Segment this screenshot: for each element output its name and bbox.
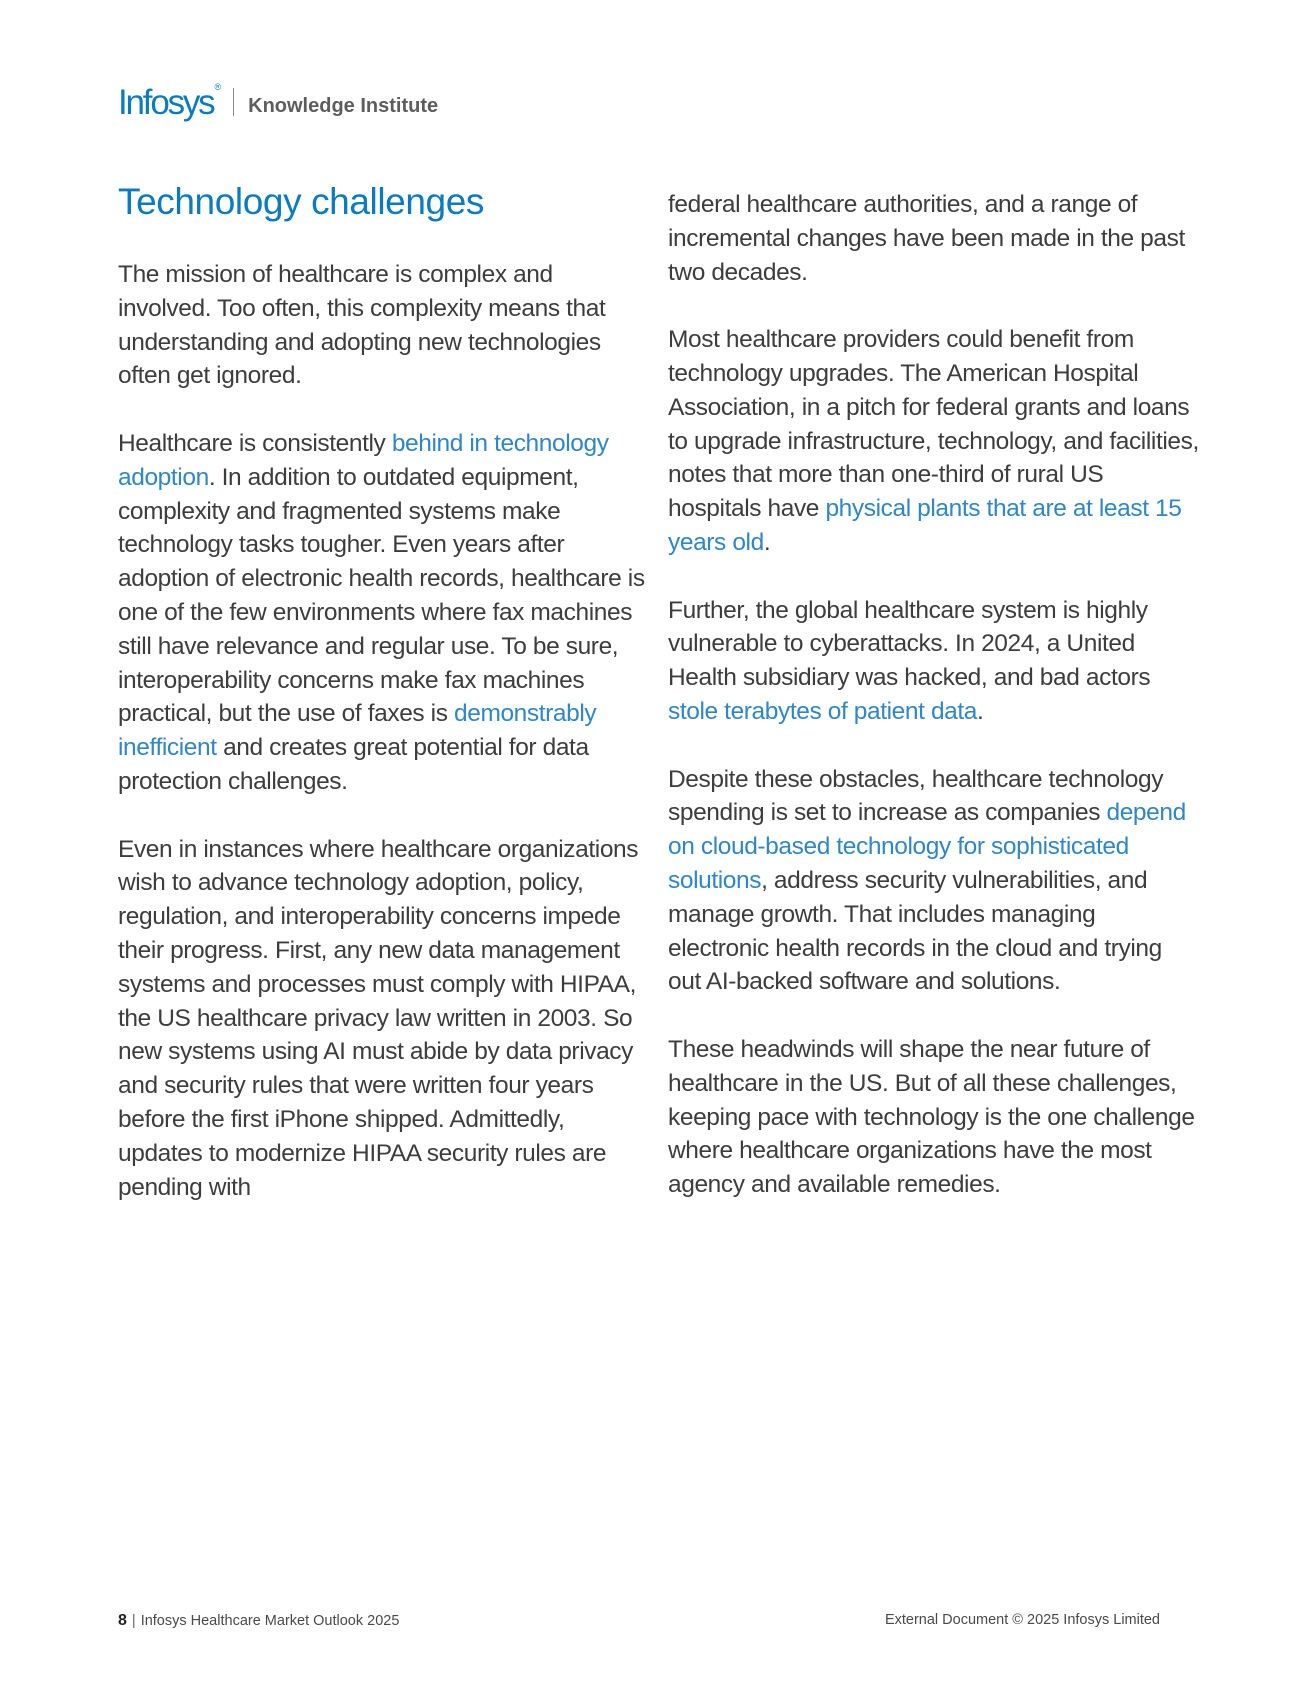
paragraph-text: . — [977, 697, 984, 725]
paragraph — [668, 323, 1200, 560]
paragraph-text: Healthcare is consistently — [118, 429, 392, 457]
paragraph — [668, 763, 1200, 1000]
footer-left — [118, 1612, 399, 1630]
footer-copyright: External Document © 2025 Infosys Limited — [884, 1612, 1160, 1628]
header-title: Knowledge Institute — [248, 95, 439, 117]
section-heading: Technology challenges — [118, 181, 484, 222]
link-behind-in-technology-adoption[interactable]: behind in technology adoption — [118, 429, 609, 491]
paragraph-text: Further, the global healthcare system is highly vulnerable to cyberattacks. In 2024, a United Health subsidiary was hacked, and bad actors — [668, 596, 1151, 692]
paragraph-text: . — [763, 528, 771, 556]
logo-registered-mark: ® — [214, 81, 222, 92]
paragraph-text: Most healthcare providers could benefit from technology upgrades. The American Hospital Association, in a pitch for federal grants and loans to upgrade infrastructure, technology, and facilities, notes that more than one-third of rural US hospitals have — [668, 326, 1199, 523]
logo-text: Infosys — [118, 82, 214, 122]
link-demonstrably-inefficient[interactable]: demonstrably inefficient — [118, 700, 597, 762]
paragraph-text: . In addition to outdated equipment, complexity and fragmented systems make technology tasks tougher. Even years after adoption of electronic health records, healthcare is one of the few environments where fax machines still have relevance and regular use. To be sure, interoperability concerns make fax machines practical, but the use of faxes is — [118, 463, 645, 728]
paragraph-text: Despite these obstacles, healthcare technology spending is set to increase as companies — [668, 765, 1164, 827]
footer-separator: | — [131, 1613, 136, 1629]
paragraph — [668, 594, 1200, 729]
paragraph: The mission of healthcare is complex and involved. Too often, this complexity means that understanding and adopting new technologies often get ignored. — [118, 261, 606, 390]
link-cloud-based-technology[interactable]: depend on cloud-based technology for sophisticated solutions — [668, 799, 1186, 894]
left-column — [118, 180, 648, 1238]
infosys-logo — [118, 81, 222, 122]
paragraph: federal healthcare authorities, and a range of incremental changes have been made in the past two decades. — [668, 191, 1185, 286]
link-physical-plants[interactable]: physical plants that are at least 15 years old — [668, 495, 1182, 556]
paragraph: These headwinds will shape the near future of healthcare in the US. But of all these challenges, keeping pace with technology is the one challenge where healthcare organizations have the most agency and available remedies. — [668, 1035, 1195, 1199]
link-stole-terabytes[interactable]: stole terabytes of patient data — [668, 697, 978, 725]
paragraph-text: , address security vulnerabilities, and manage growth. That includes managing electronic health records in the cloud and trying out AI-backed software and solutions. — [668, 866, 1162, 996]
paragraph — [118, 427, 648, 799]
page-header — [118, 82, 438, 122]
paragraph-text: and creates great potential for data protection challenges. — [118, 734, 589, 795]
right-column — [668, 188, 1200, 1236]
page-number: 8 — [118, 1612, 127, 1629]
header-divider — [233, 88, 234, 116]
paragraph: Even in instances where healthcare organizations wish to advance technology adoption, policy, regulation, and interoperability concerns impede their progress. First, any new data management systems and processes must comply with HIPAA, the US healthcare privacy law written in 2003. So new systems using AI must abide by data privacy and security rules that were written four years before the first iPhone shipped. Admittedly, updates to modernize HIPAA security rules are pending with — [118, 835, 639, 1201]
publication-title: Infosys Healthcare Market Outlook 2025 — [140, 1613, 400, 1629]
